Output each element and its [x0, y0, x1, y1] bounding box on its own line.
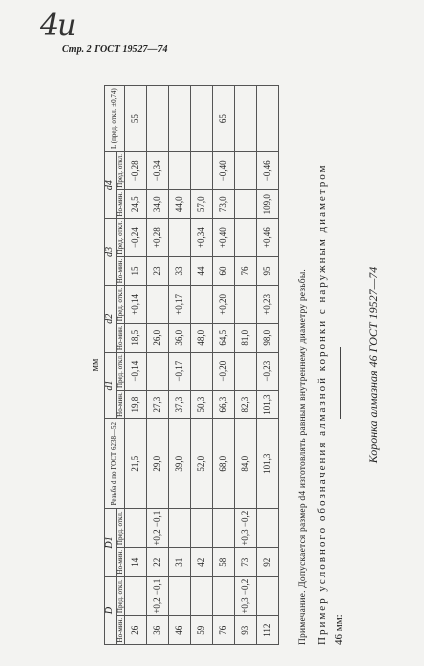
table-cell-d3p: +0,46: [256, 219, 278, 257]
table-cell-thread: 84,0: [234, 419, 256, 509]
table-cell-d2p: [190, 285, 212, 323]
table-cell-d2: 36,0: [168, 323, 190, 352]
sub-pred: Пред. откл.: [116, 285, 124, 323]
table-cell-d1: 27,3: [146, 390, 168, 419]
table-cell-d4p: −0,34: [146, 152, 168, 190]
table-cell-D1p: [190, 509, 212, 548]
table-cell-d3: 60: [212, 257, 234, 286]
table-row: [168, 86, 190, 645]
example-designation: Коронка алмазная 46 ГОСТ 19527—74: [366, 266, 380, 464]
sub-nom: Но-мин.: [116, 616, 124, 645]
table-cell-D1: 92: [256, 548, 278, 577]
table-cell-D1: 14: [124, 548, 146, 577]
table-cell-d1p: [234, 352, 256, 390]
table-cell-d3p: [234, 219, 256, 257]
table-cell-d2p: +0,20: [212, 285, 234, 323]
sub-pred: Пред. откл.: [116, 577, 124, 616]
table-cell-D1: 42: [190, 548, 212, 577]
col-L: L (пред. откл. ±0,74): [105, 86, 125, 152]
table-cell-thread: 29,0: [146, 419, 168, 509]
table-cell-d2: 18,5: [124, 323, 146, 352]
sub-pred: Пред. откл.: [116, 352, 124, 390]
table-cell-d3p: −0,24: [124, 219, 146, 257]
table-cell-thread: 39,0: [168, 419, 190, 509]
table-cell-d4p: [168, 152, 190, 190]
table-cell-L: [234, 86, 256, 152]
table-cell-D: 36: [146, 616, 168, 645]
table-cell-L: [168, 86, 190, 152]
table-cell-D1: 22: [146, 548, 168, 577]
table-cell-d3p: +0,34: [190, 219, 212, 257]
table-row: [190, 86, 212, 645]
table-cell-thread: 68,0: [212, 419, 234, 509]
table-cell-d1p: −0,23: [256, 352, 278, 390]
table-cell-d2: 26,0: [146, 323, 168, 352]
table-cell-d1: 19,8: [124, 390, 146, 419]
table-cell-d1: 101,3: [256, 390, 278, 419]
sub-nom: Но-мин.: [116, 190, 124, 219]
table-cell-d3: 33: [168, 257, 190, 286]
table-cell-d3: 76: [234, 257, 256, 286]
table-cell-D: 59: [190, 616, 212, 645]
table-cell-d4p: −0,46: [256, 152, 278, 190]
table-body: [124, 86, 278, 645]
table-cell-D: 26: [124, 616, 146, 645]
sub-nom: Но-мин.: [116, 390, 124, 419]
handwritten-mark: 4u: [40, 8, 75, 43]
table-cell-thread: 52,0: [190, 419, 212, 509]
dimensions-table: [104, 85, 279, 645]
table-cell-d1: 50,3: [190, 390, 212, 419]
table-cell-d2: 98,0: [256, 323, 278, 352]
table-cell-d3p: [168, 219, 190, 257]
rotated-content: [88, 85, 412, 645]
table-cell-d2p: +0,23: [256, 285, 278, 323]
table-row: [256, 86, 278, 645]
table-cell-thread: 101,3: [256, 419, 278, 509]
table-cell-d4: 24,5: [124, 190, 146, 219]
table-row: [234, 86, 256, 645]
table-cell-d1p: [190, 352, 212, 390]
table-cell-d4: 109,0: [256, 190, 278, 219]
sub-nom: Но-мин.: [116, 257, 124, 286]
sub-nom: Но-мин.: [116, 548, 124, 577]
sub-pred: Пред. откл.: [116, 509, 124, 548]
table-cell-Dp: [190, 577, 212, 616]
table-row: [212, 86, 234, 645]
table-cell-d1p: −0,14: [124, 352, 146, 390]
table-cell-Dp: [256, 577, 278, 616]
example-heading: Пример условного обозначения алмазной коронки с наружным диаметром: [316, 163, 328, 645]
table-cell-D: 76: [212, 616, 234, 645]
table-row: [124, 86, 146, 645]
table-cell-D: 93: [234, 616, 256, 645]
table-cell-d4: [234, 190, 256, 219]
separator-line: [340, 347, 341, 419]
col-d1: d1: [105, 352, 117, 419]
table-row: [146, 86, 168, 645]
sub-nom: Но-мин.: [116, 323, 124, 352]
table-cell-d2: 64,5: [212, 323, 234, 352]
table-cell-d4: 73,0: [212, 190, 234, 219]
page-header: Стр. 2 ГОСТ 19527—74: [62, 44, 168, 55]
sub-pred: Пред. откл.: [116, 219, 124, 257]
table-cell-d3: 44: [190, 257, 212, 286]
col-d4: d4: [105, 152, 117, 219]
table-cell-d3p: +0,28: [146, 219, 168, 257]
table-cell-Dp: [124, 577, 146, 616]
table-cell-D1p: [212, 509, 234, 548]
example-heading-cont: 46 мм:: [333, 614, 345, 645]
table-cell-d2: 81,0: [234, 323, 256, 352]
table-cell-D1p: [168, 509, 190, 548]
table-cell-d4p: −0,40: [212, 152, 234, 190]
table-note: Примечание. Допускается размер d4 изготовлять равным внутреннему диаметру резьбы.: [298, 269, 308, 645]
sub-pred: Пред. откл.: [116, 152, 124, 190]
col-d3: d3: [105, 219, 117, 286]
table-cell-d3: 23: [146, 257, 168, 286]
table-cell-D1p: +0,3 −0,2: [234, 509, 256, 548]
col-D1: D1: [105, 509, 117, 577]
table-cell-D: 46: [168, 616, 190, 645]
table-cell-d1: 37,3: [168, 390, 190, 419]
table-cell-D1p: [124, 509, 146, 548]
table-cell-D1: 58: [212, 548, 234, 577]
table-cell-L: 65: [212, 86, 234, 152]
table-cell-d4: 57,0: [190, 190, 212, 219]
table-cell-D1p: +0,2 −0,1: [146, 509, 168, 548]
table-cell-D1: 31: [168, 548, 190, 577]
col-thread: Резьба d по ГОСТ 6238—52: [105, 419, 125, 509]
table-cell-d2p: [146, 285, 168, 323]
table-cell-d3: 15: [124, 257, 146, 286]
table-cell-d2p: [234, 285, 256, 323]
table-cell-Dp: [212, 577, 234, 616]
table-cell-d4: 34,0: [146, 190, 168, 219]
table-cell-D1p: [256, 509, 278, 548]
table-cell-d4p: [190, 152, 212, 190]
table-cell-d4p: [234, 152, 256, 190]
table-cell-L: [256, 86, 278, 152]
table-cell-thread: 21,5: [124, 419, 146, 509]
table-cell-d1p: −0,17: [168, 352, 190, 390]
table-cell-d4p: −0,28: [124, 152, 146, 190]
table-cell-d1p: [146, 352, 168, 390]
table-cell-L: [190, 86, 212, 152]
table-cell-Dp: +0,3 −0,2: [234, 577, 256, 616]
table-cell-D1: 73: [234, 548, 256, 577]
table-cell-d3: 95: [256, 257, 278, 286]
table-cell-d1: 66,3: [212, 390, 234, 419]
table-cell-L: [146, 86, 168, 152]
table-cell-L: 55: [124, 86, 146, 152]
col-D: D: [105, 577, 117, 645]
units-label: мм: [90, 358, 101, 372]
table-cell-d1p: −0,20: [212, 352, 234, 390]
table-cell-d4: 44,0: [168, 190, 190, 219]
col-d2: d2: [105, 285, 117, 352]
table-cell-Dp: [168, 577, 190, 616]
table-cell-d2p: +0,14: [124, 285, 146, 323]
table-cell-Dp: +0,2 −0,1: [146, 577, 168, 616]
table-cell-d3p: +0,40: [212, 219, 234, 257]
table-cell-d1: 82,3: [234, 390, 256, 419]
table-cell-D: 112: [256, 616, 278, 645]
table-cell-d2p: +0,17: [168, 285, 190, 323]
table-cell-d2: 48,0: [190, 323, 212, 352]
